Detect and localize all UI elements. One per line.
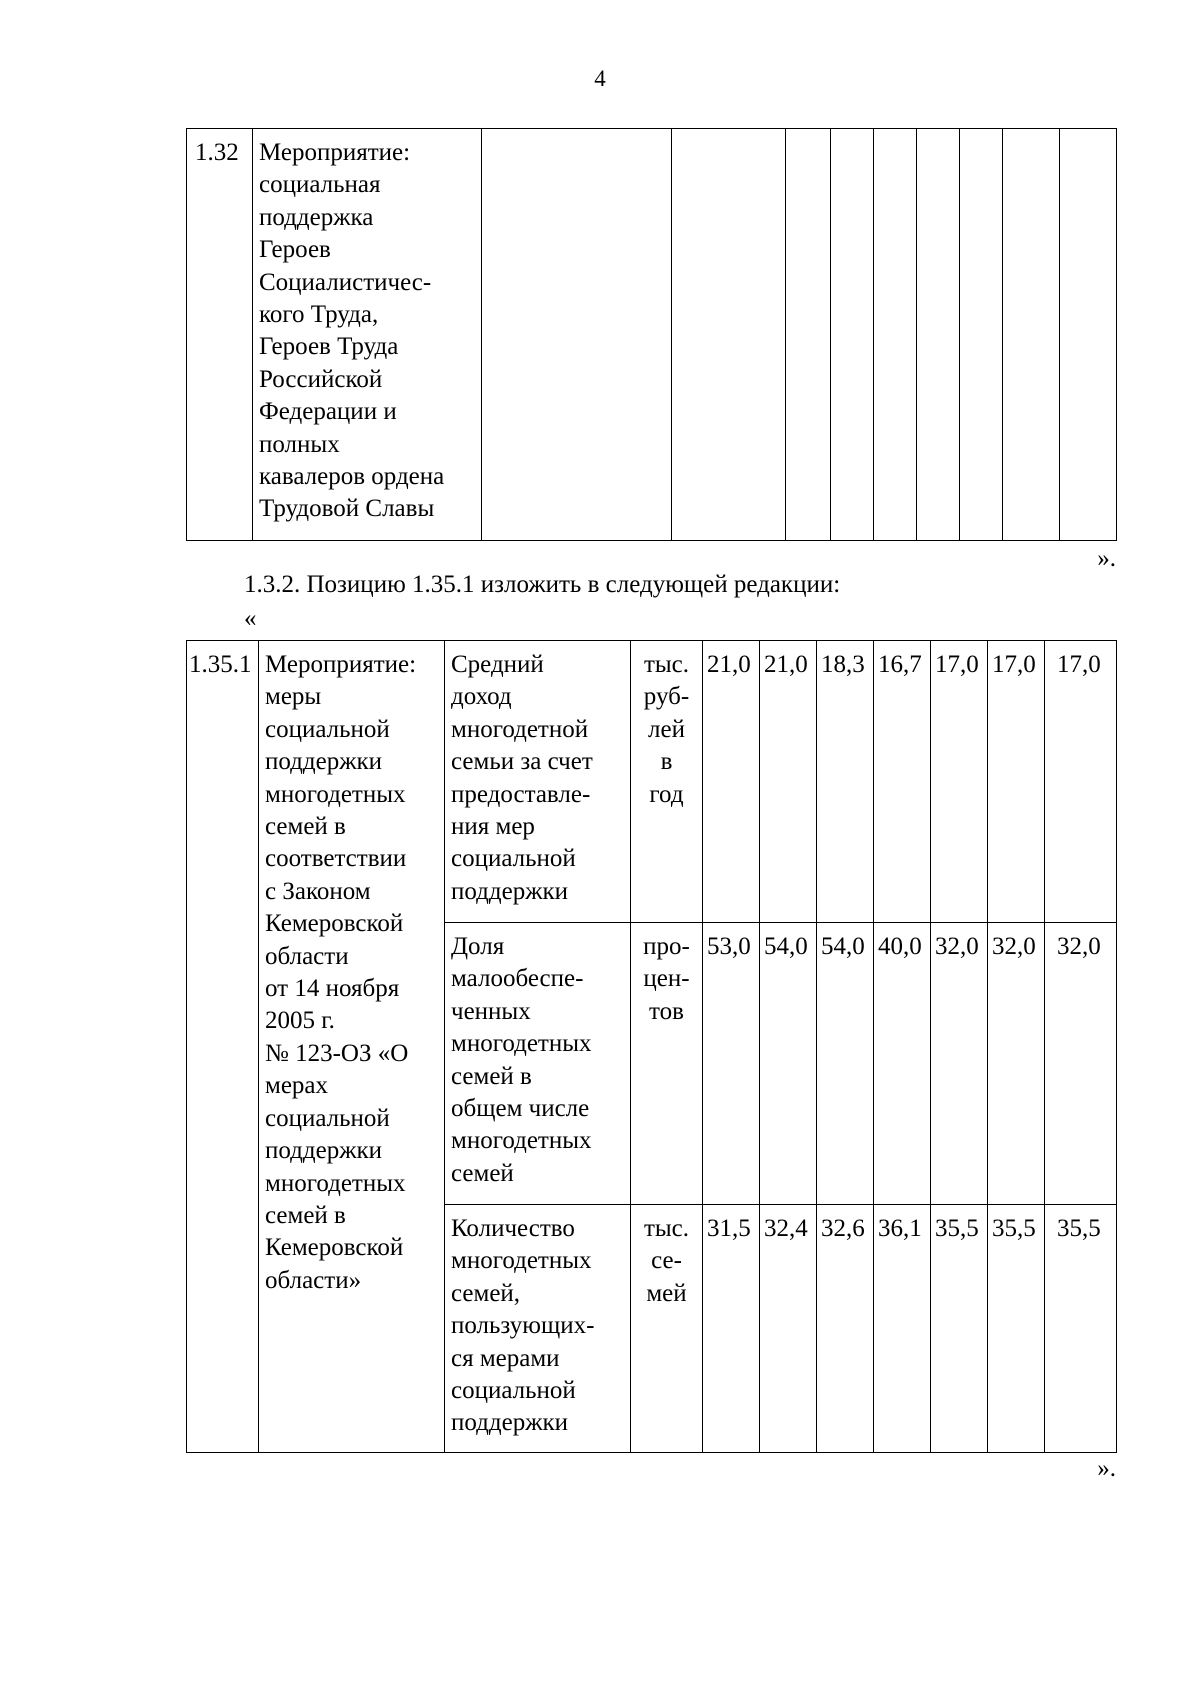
empty-cell xyxy=(917,129,960,541)
indicator-name: Количество многодетных семей, пользующих- ся мерами социальной поддержки xyxy=(445,1205,631,1453)
value-cell: 40,0 xyxy=(874,923,931,1205)
value-cell: 21,0 xyxy=(703,641,760,923)
row-number: 1.32 xyxy=(187,129,253,541)
value-cell: 35,5 xyxy=(988,1205,1045,1453)
closing-quote: ». xyxy=(1097,545,1116,572)
indicator-name: Доля малообеспе- ченных многодетных семей в общем числе многодетных семей xyxy=(445,923,631,1205)
empty-cell xyxy=(672,129,786,541)
empty-cell xyxy=(1060,129,1117,541)
empty-cell xyxy=(960,129,1003,541)
value-cell: 32,4 xyxy=(760,1205,817,1453)
value-cell: 32,0 xyxy=(1045,923,1117,1205)
table-row xyxy=(187,129,1117,541)
measure-description: Мероприятие: социальная поддержка Героев Социалистичес- кого Труда, Героев Труда Российской Федерации и полных кавалеров ордена Трудовой Славы xyxy=(253,129,482,541)
value-cell: 54,0 xyxy=(760,923,817,1205)
value-cell: 35,5 xyxy=(1045,1205,1117,1453)
value-cell: 16,7 xyxy=(874,641,931,923)
opening-quote: « xyxy=(244,605,257,632)
empty-cell xyxy=(874,129,917,541)
indicator-unit: тыс. се- мей xyxy=(631,1205,703,1453)
empty-cell xyxy=(786,129,831,541)
closing-quote: ». xyxy=(1097,1455,1116,1482)
value-cell: 35,5 xyxy=(931,1205,988,1453)
empty-cell xyxy=(482,129,672,541)
table-row xyxy=(187,641,1117,923)
value-cell: 21,0 xyxy=(760,641,817,923)
indicator-unit: тыс. руб- лей в год xyxy=(631,641,703,923)
value-cell: 32,0 xyxy=(931,923,988,1205)
value-cell: 17,0 xyxy=(931,641,988,923)
indicator-name: Средний доход многодетной семьи за счет предоставле- ния мер социальной поддержки xyxy=(445,641,631,923)
row-number: 1.35.1 xyxy=(187,641,259,1453)
amendment-paragraph: 1.3.2. Позицию 1.35.1 изложить в следующей редакции: xyxy=(244,571,841,598)
page-number: 4 xyxy=(594,66,606,91)
value-cell: 32,6 xyxy=(817,1205,874,1453)
empty-cell xyxy=(831,129,874,541)
empty-cell xyxy=(1003,129,1060,541)
value-cell: 36,1 xyxy=(874,1205,931,1453)
indicator-unit: про- цен- тов xyxy=(631,923,703,1205)
value-cell: 53,0 xyxy=(703,923,760,1205)
value-cell: 17,0 xyxy=(1045,641,1117,923)
table-position-1-32 xyxy=(186,128,1117,541)
value-cell: 32,0 xyxy=(988,923,1045,1205)
value-cell: 31,5 xyxy=(703,1205,760,1453)
table-position-1-35-1 xyxy=(186,640,1117,1453)
value-cell: 54,0 xyxy=(817,923,874,1205)
value-cell: 17,0 xyxy=(988,641,1045,923)
value-cell: 18,3 xyxy=(817,641,874,923)
measure-description: Мероприятие: меры социальной поддержки многодетных семей в соответствии с Законом Кемеровской области от 14 ноября 2005 г. № 123-ОЗ «О мерах социальной поддержки многодетных семей в Кемеровской области» xyxy=(259,641,445,1453)
